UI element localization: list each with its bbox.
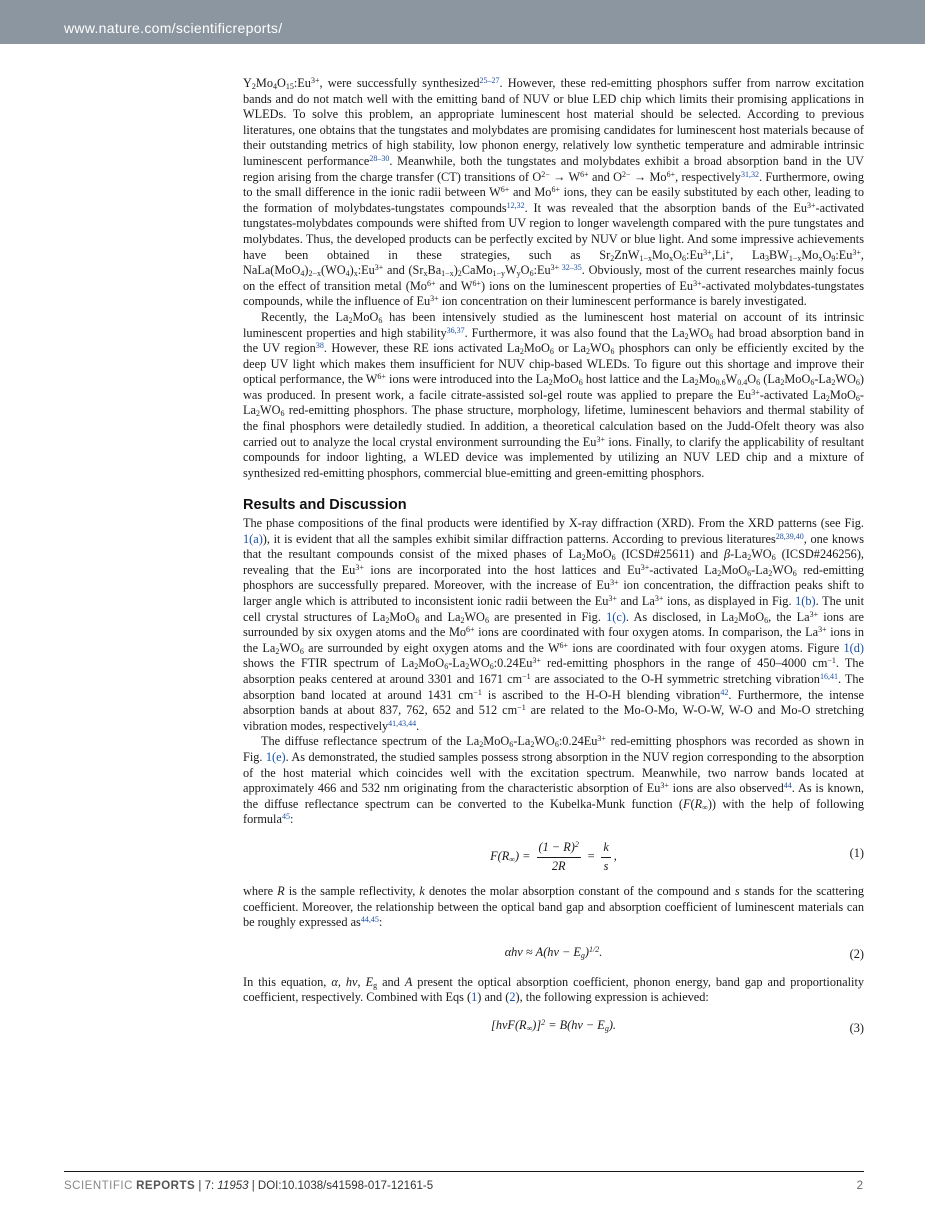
journal-brand-light: SCIENTIFIC — [64, 1180, 133, 1192]
citation-link[interactable]: 42 — [720, 687, 729, 697]
equation-number: (1) — [849, 845, 864, 860]
paragraph-reflectance: The diffuse reflectance spectrum of the $La_2MoO_6-La_2WO_6:0.24Eu^{3+}$ red-emitting phosphors was recorded as shown in Fig. 1(e). As demonstrated, the studied samples possess strong absorption in the NUV region corresponding to the absorption of the host material which coincides well with the excitation spectrum. Meanwhile, two narrow bands located at approximately 466 and 532 nm originating from the characteristic absorption of $Eu^{3+}$ ions are also observed$^{44}$. As is known, the diffuse reflectance spectrum can be converted to the Kubelka-Munk function $(F(R_\infty))$ with the help of following formula$^{45}$: — [243, 734, 864, 827]
citation-link[interactable]: 31,32 — [740, 169, 759, 179]
volume: 7: — [204, 1180, 215, 1192]
equation-number: (2) — [849, 946, 864, 961]
paragraph-combined: In this equation, α, hν, $E_g$ and A present the optical absorption coefficient, phonon energy, band gap and proportionality coefficient, respectively. Combined with Eqs (1) and (2), the following expression is achieved: — [243, 974, 865, 1005]
citation-link[interactable]: 32–35 — [561, 263, 582, 273]
section-heading: Results and Discussion — [243, 497, 407, 514]
citation-link[interactable]: 25–27 — [479, 76, 500, 85]
combined-formula: $[h\nu F(R_\infty)]^2 = B(h\nu - E_g)$. — [491, 1017, 616, 1033]
citation-link[interactable]: 36,37 — [446, 325, 465, 335]
citation-link[interactable]: 44,45 — [360, 915, 379, 925]
doi[interactable]: DOI:10.1038/s41598-017-12161-5 — [257, 1180, 434, 1192]
journal-brand-bold: REPORTS — [136, 1180, 196, 1192]
article-body — [243, 76, 864, 1048]
figure-link[interactable]: 1(c) — [606, 609, 626, 624]
citation-link[interactable]: 16,41 — [819, 671, 838, 681]
journal-header-bar — [0, 0, 925, 44]
equation-1 — [243, 828, 864, 884]
figure-link[interactable]: 1(d) — [843, 640, 864, 655]
citation-link[interactable]: 38 — [315, 341, 324, 351]
page-number: 2 — [856, 1180, 863, 1192]
paragraph-definitions: where R is the sample reflectivity, k denotes the molar absorption constant of the compound and s stands for the scattering coefficient. Moreover, the relationship between the optical band gap and absorption coefficient of luminescent materials can be roughly expressed as$^{44,45}$: — [243, 883, 864, 930]
citation-link[interactable]: 45 — [281, 812, 290, 822]
figure-link[interactable]: 1(b) — [795, 594, 816, 608]
journal-url[interactable]: www.nature.com/scientificreports/ — [64, 20, 283, 36]
equation-3 — [243, 1006, 864, 1048]
citation-link[interactable]: 28,39,40 — [775, 531, 804, 541]
figure-link[interactable]: 1(a) — [243, 531, 263, 546]
equation-2 — [243, 931, 864, 975]
citation-link[interactable]: 28–30 — [369, 153, 390, 163]
kubelka-munk-formula: $F(R_\infty)$ = $\frac{(1 - R)^2}{2R}$ = $\frac{k}{s}$ , — [490, 839, 617, 873]
tauc-formula: $\alpha h\nu \approx A(h\nu - E_g)^{1/2}$. — [504, 944, 603, 960]
paragraph-motivation: Recently, the $La_2MoO_6$ has been intensively studied as the luminescent host material on account of its intrinsic luminescent properties and high stability$^{36,37}$. Furthermore, it was also found that the $La_2WO_6$ had broad absorption band in the UV region$^{38}$. However, these RE ions activated $La_2MoO_6$ or $La_2WO_6$ phosphors can only be efficiently excited by the deep UV light which makes them insufficient for NUV chip-based WLEDs. To figure out this shortage and improve their optical performance, the $W^{6+}$ ions were introduced into the $La_2MoO_6$ host lattice and the $La_2Mo_{0.6}W_{0.4}O_6$ $(La_2MoO_6-La_2WO_6)$ was produced. In present work, a facile citrate-assisted sol-gel route was applied to prepare the $Eu^{3+}$-activated $La_2MoO_6-La_2WO_6$ red-emitting phosphors. The phase structure, morphology, lifetime, luminescent behaviors and thermal stability of the final phosphors were detailedly studied. In addition, a theoretical calculation based on the Judd-Ofelt theory was also carried out to analyze the local crystal environment surrounding the $Eu^{3+}$ ions. Finally, to clarify the applicability of resultant compounds for indoor lighting, a WLED device was implemented by utilizing an NUV LED chip and a mixture of synthesized red-emitting phosphors, commercial blue-emitting and green-emitting phosphors. — [243, 309, 865, 480]
figure-link[interactable]: 1(e) — [265, 749, 286, 764]
equation-link[interactable]: 1 — [471, 990, 478, 1005]
article-number: 11953 — [217, 1180, 249, 1192]
paragraph-xrd: The phase compositions of the final products were identified by X-ray diffraction (XRD). From the XRD patterns (see Fig. 1(a)), it is evident that all the samples exhibit similar diffraction patterns. According to previous literatures$^{28,39,40}$, one knows that the resultant compounds consist of the mixed phases of $La_2MoO_6$ (ICSD#25611) and $\beta-La_2WO_6$ (ICSD#246256), revealing that the $Eu^{3+}$ ions are incorporated into the host lattices and $Eu^{3+}$-activated $La_2MoO_6-La_2WO_6$ red-emitting phosphors are successfully prepared. Moreover, with the increase of $Eu^{3+}$ ion concentration, the diffraction peaks shift to larger angle which is attributed to inconsistent ionic radii between the $Eu^{3+}$ and $La^{3+}$ ions, as displayed in Fig. 1(b). The unit cell crystal structures of $La_2MoO_6$ and $La_2WO_6$ are presented in Fig. 1(c). As disclosed, in $La_2MoO_6$, the $La^{3+}$ ions are surrounded by six oxygen atoms and the $Mo^{6+}$ ions are coordinated with four oxygen atoms. In comparison, the $La^{3+}$ ions in the $La_2WO_6$ are surrounded by eight oxygen atoms and the $W^{6+}$ ions are coordinated with four oxygen atoms. Figure 1(d) shows the FTIR spectrum of $La_2MoO_6-La_2WO_6:0.24Eu^{3+}$ red-emitting phosphors in the range of 450–4000 $cm^{-1}$. The absorption peaks centered at around 3301 and 1671 $cm^{-1}$ are associated to the O-H symmetric stretching vibration$^{16,41}$. The absorption band located at around 1431 $cm^{-1}$ is ascribed to the H-O-H blending vibration$^{42}$. Furthermore, the intense absorption bands at about 837, 762, 652 and 512 $cm^{-1}$ are related to the Mo-O-Mo, W-O-W, W-O and Mo-O stretching vibration modes, respectively$^{41,43,44}$. — [243, 516, 865, 733]
citation-link[interactable]: 12,32 — [506, 200, 525, 210]
equation-number: (3) — [849, 1020, 864, 1035]
equation-link[interactable]: 2 — [509, 990, 516, 1005]
footer-citation: SCIENTIFIC REPORTS | 7: 11953 | DOI:10.1038/s41598-017-12161-5 — [64, 1180, 434, 1192]
citation-link[interactable]: 44 — [783, 781, 792, 791]
citation-link[interactable]: 41,43,44 — [388, 718, 417, 728]
footer-divider — [64, 1171, 864, 1172]
paragraph-intro-continued: $Y_2Mo_4O_{15}:Eu^{3+}$, were successfully synthesized$^{25-27}$. However, these red-emitting phosphors suffer from narrow excitation bands and do not match well with the emitting band of NUV or blue LED chip which limits their promising applications in WLEDs. To solve this problem, an appropriate luminescent host material should be selected. According to previous literatures, one obtains that the tungstates and molybdates are promising candidates for luminescent host materials because of their outstanding metrics of high stability, low phonon energy, relatively low synthetic temperature and admirable intrinsic luminescent performance$^{28-30}$. Meanwhile, both the tungstates and molybdates exhibit a broad absorption band in the UV region arising from the charge transfer (CT) transitions of $O^{2-} \to W^{6+}$ and $O^{2-} \to Mo^{6+}$, respectively$^{31,32}$. Furthermore, owing to the small difference in the ionic radii between $W^{6+}$ and $Mo^{6+}$ ions, they can be easily substituted by each other, leading to the formation of molybdates-tungstates compounds$^{12,32}$. It was revealed that the absorption bands of the $Eu^{3+}$-activated tungstates-molybdates compounds were shifted from UV region to longer wavelength compared with the pure tungstates and molybdates. Thus, the developed products can be perfectly excited by NUV or blue light. And some impressive achievements have been obtained in these strategies, such as $Sr_2ZnW_{1-x}Mo_xO_6:Eu^{3+},Li^+$, $La_3BW_{1-x}Mo_xO_9:Eu^{3+}$, $NaLa(MoO_4)_{2-x}(WO_4)_x:Eu^{3+}$ and $(Sr_xBa_{1-x})_2CaMo_{1-y}W_yO_6:Eu^{3+ 32-35}$. Obviously, most of the current researches mainly focus on the effect of transition metal ($Mo^{6+}$ and $W^{6+}$) ions on the luminescent properties of $Eu^{3+}$-activated molybdates-tungstates compounds, while the influence of $Eu^{3+}$ ion concentration on their luminescent performance is barely investigated. — [243, 76, 865, 309]
